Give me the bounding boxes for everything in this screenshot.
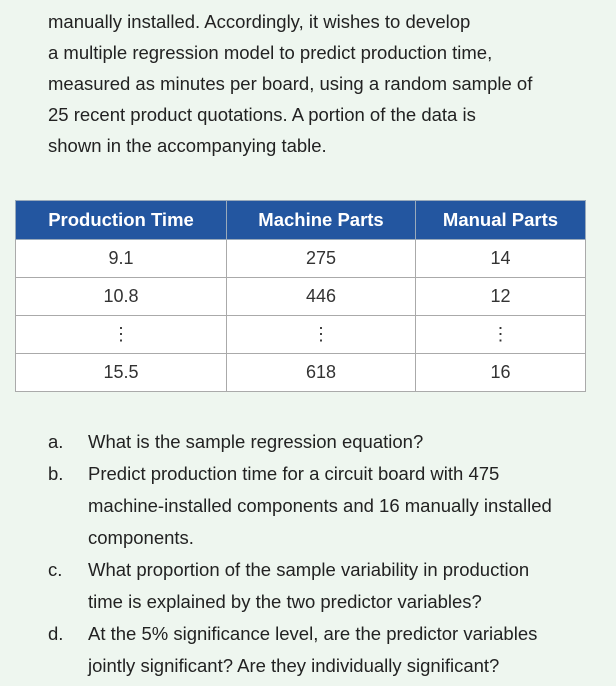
question-line: Predict production time for a circuit board with 475: [88, 463, 500, 484]
table-cell: 275: [227, 240, 416, 278]
question-line: At the 5% significance level, are the predictor variables: [88, 623, 538, 644]
table-row: [16, 354, 586, 392]
table-cell: 10.8: [16, 278, 227, 316]
table-cell: 618: [227, 354, 416, 392]
table-cell: 16: [416, 354, 586, 392]
question-label: b.: [48, 463, 64, 484]
question-label: d.: [48, 623, 64, 644]
intro-line: a multiple regression model to predict production time,: [48, 42, 493, 63]
table-cell: 446: [227, 278, 416, 316]
header-production-time: Production Time: [16, 201, 227, 240]
table-cell: 9.1: [16, 240, 227, 278]
table-header-row: [16, 201, 586, 240]
question-d: [48, 618, 608, 682]
question-line: machine-installed components and 16 manually installed: [88, 495, 552, 516]
intro-line: manually installed. Accordingly, it wishes to develop: [48, 11, 471, 32]
question-label: c.: [48, 559, 63, 580]
table-cell: 15.5: [16, 354, 227, 392]
question-a: [48, 426, 608, 458]
intro-line: measured as minutes per board, using a random sample of: [48, 73, 533, 94]
table-row: [16, 278, 586, 316]
problem-intro: [48, 6, 608, 161]
question-line: What proportion of the sample variability in production: [88, 559, 530, 580]
question-line: components.: [88, 527, 194, 548]
table-cell: ⋮: [416, 316, 586, 354]
table-cell: ⋮: [227, 316, 416, 354]
question-c: [48, 554, 608, 618]
question-line: What is the sample regression equation?: [88, 431, 424, 452]
data-table: [15, 200, 586, 392]
table-cell: ⋮: [16, 316, 227, 354]
question-list: [48, 426, 608, 682]
question-line: jointly significant? Are they individually significant?: [88, 655, 500, 676]
header-machine-parts: Machine Parts: [227, 201, 416, 240]
question-line: time is explained by the two predictor variables?: [88, 591, 482, 612]
question-b: [48, 458, 608, 554]
table-row-ellipsis: [16, 316, 586, 354]
header-manual-parts: Manual Parts: [416, 201, 586, 240]
table-cell: 12: [416, 278, 586, 316]
intro-line: shown in the accompanying table.: [48, 135, 327, 156]
table-cell: 14: [416, 240, 586, 278]
question-label: a.: [48, 431, 64, 452]
intro-line: 25 recent product quotations. A portion of the data is: [48, 104, 476, 125]
table-row: [16, 240, 586, 278]
